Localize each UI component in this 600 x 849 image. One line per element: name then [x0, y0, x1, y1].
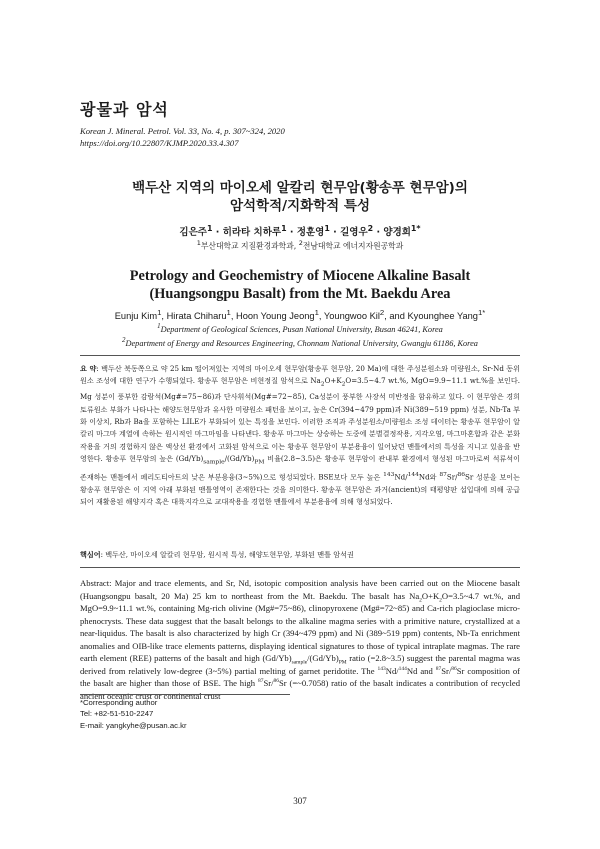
abstract-text: Sr/	[441, 665, 452, 676]
subscript: 2	[341, 381, 346, 388]
journal-meta	[80, 126, 285, 149]
korean-title-line-2: 암석학적/지화학적 특성	[229, 198, 371, 214]
author-affiliation-marker: 1	[206, 224, 213, 233]
affiliation-text: 부산대학교 지질환경과학과	[200, 241, 294, 251]
affiliation-text: Department of Energy and Resources Engineering, Chonnam National University, Gwangju 61186, Korea	[125, 339, 478, 349]
author-name: Eunju Kim	[114, 311, 158, 322]
korean-title-line-1: 백두산 지역의 마이오세 알칼리 현무암(황송푸 현무암)의	[132, 180, 468, 196]
english-affiliations	[40, 321, 560, 350]
affiliation-marker: 1	[157, 323, 161, 330]
abstract-text: 비율(2.8~3.5)은 황송푸 현무암이 관내부 환경에서 형성된 마그마로써 석류석이 존재하는 맨틀에서 페리도티아트의 낮은 부분용융(3~5%)으로 형성되었다. BSE보다 모두 높은	[80, 454, 520, 482]
english-title	[60, 268, 540, 303]
superscript: 87	[439, 472, 447, 479]
abstract-text: /(Gd/Yb)	[224, 454, 255, 464]
section-divider	[80, 567, 520, 568]
author-affiliation-marker: 1	[281, 224, 287, 233]
author-name: Hirata Chiharu	[166, 311, 227, 322]
abstract-text: Sr/	[446, 472, 458, 482]
author-affiliation-marker: 1	[226, 308, 231, 317]
journal-title: 광물과 암석	[80, 100, 169, 119]
section-divider	[80, 355, 520, 356]
korean-affiliations: $^1$부산대학교 지질환경과학과, $^2$전남대학교 에너지자원공학과	[196, 239, 404, 251]
abstract-text: O=3.5~4.7 wt.%, and MgO=9.9~11.1 wt.%, containing Mg-rich olivine (Mg#=75~86), clinopyroxene (Mg#=72~85) and Ca-rich plagioclase micro-phenocrysts. These data suggest that the basalt belongs to the alkaline magma series with a primitive nature, crystallized at a near-liquidus. The basalt is also characterized by high Cr (394~479 ppm) and Ni (389~519 ppm) contents, Nb-Ta enrichment anomalies and OIB-like trace elements patterns, displaying identical signatures to those of typical intraplate magmas. The rare earth element (REE) patterns of the basalt and high (Gd/Yb)	[80, 590, 520, 663]
abstract-text: /(Gd/Yb)	[307, 653, 339, 663]
affiliation-marker: 1	[196, 239, 201, 247]
author-name: Kyounghee Yang	[407, 311, 478, 322]
affiliation-marker: 2	[298, 239, 303, 247]
keywords-label: 핵심어	[80, 550, 101, 559]
author-name: Hoon Young Jeong	[236, 311, 315, 322]
subscript: sample	[291, 659, 308, 666]
korean-abstract-label: 요 약	[80, 364, 97, 373]
abstract-text: : 백두산 북동쪽으로 약 25 km 떨어져있는 지역의 마이오세 현무암(황송푸 현무암, 20 Ma)에 대한 주성분원소와 미량원소, Sr-Nd 동위원소 조성에 대한 연구가 수행되었다. 황송푸 현무암은 비현정질 암석으로 Na	[80, 364, 520, 386]
keywords-text: : 백두산, 마이오세 알칼리 현무암, 원시적 특성, 해양도현무암, 부화된 맨틀 암석권	[100, 550, 354, 559]
citation-line: Korean J. Mineral. Petrol. Vol. 33, No. 4, p. 307~324, 2020	[80, 126, 285, 136]
author-name: 길영우	[340, 227, 368, 239]
abstract-text: Sr composition of the basalt are higher than those of BSE. The high	[80, 665, 520, 688]
abstract-text: Major and trace elements, and Sr, Nd, isotopic composition analysis have been carried out on the Miocene basalt (Huangsongpu basalt, 20 Ma) 25 km to northeast from the Mt. Baekdu. The basalt has Na	[80, 578, 520, 601]
telephone: Tel: +82-51-510-2247	[80, 709, 154, 719]
author-name: 양경희	[383, 227, 411, 239]
author-affiliation-marker: 1	[324, 224, 330, 233]
english-author-list: Eunju Kim$^1$, Hirata Chiharu$^1$, Hoon Young Jeong$^1$, Youngwoo Kil$^2$, and Kyounghee Yang$^{1*}$	[114, 308, 486, 322]
korean-title	[60, 179, 540, 215]
abstract-text: ratio (=2.8~3.5) suggest the parental magma was derived from relatively low-degree (3~5%) partial melting of garnet peridotite. The	[80, 653, 521, 676]
author-affiliation-marker: 1	[157, 308, 162, 317]
corresponding-author-footnote	[80, 697, 187, 731]
superscript: 86	[451, 665, 457, 672]
corresponding-author-label: *Corresponding author	[80, 698, 158, 707]
superscript: 86	[457, 472, 465, 479]
author-name: 정훈영	[296, 227, 325, 239]
email[interactable]: E-mail: yangkyhe@pusan.ac.kr	[80, 720, 187, 730]
abstract-text: Nd와	[418, 472, 440, 482]
subscript: PM	[254, 459, 265, 466]
author-affiliation-marker: 2	[367, 224, 374, 233]
affiliation-marker: 2	[122, 337, 126, 345]
affiliation-line	[40, 321, 560, 335]
superscript: 143	[377, 665, 386, 672]
abstract-text: Nd/	[394, 472, 408, 482]
english-abstract	[80, 577, 520, 702]
abstract-text: O+K	[324, 376, 342, 386]
subscript: 2	[419, 597, 422, 604]
author-affiliation-marker: 2	[379, 308, 385, 317]
abstract-text: Sr (=~0.7058) ratio of the basalt indicates a contribution of recycled ancient oceanic crust or continental crust	[80, 678, 520, 701]
abstract-text: Sr 성분을 보이는 황송푸 현무암은 이 지역 아래 부화된 맨틀영역이 존재한다는 것을 의미한다. 황송푸 현무암은 과거(ancient)의 태평양판 섭입대에 의해 공급되어 재활용된 해양지각 혹은 대륙지각으로 교대작용을 경험한 맨틀에서 부분용융에 의해 형성되었다.	[80, 472, 521, 507]
abstract-text: O+K	[421, 590, 440, 601]
subscript: sample	[203, 459, 225, 466]
author-name: 히라타 치하루	[222, 227, 282, 239]
footnote-divider	[80, 694, 290, 695]
korean-abstract	[80, 363, 520, 509]
superscript: 87	[257, 678, 264, 685]
english-title-line-1: Petrology and Geochemistry of Miocene Alkaline Basalt	[129, 268, 471, 284]
abstract-text: Nd and	[406, 665, 436, 676]
superscript: 144	[407, 472, 419, 479]
abstract-text: Sr/	[263, 678, 274, 688]
affiliation-line	[40, 335, 560, 349]
superscript: 86	[273, 678, 279, 685]
affiliation-text: 전남대학교 에너지자원공학과	[302, 241, 404, 251]
abstract-text: Nd/	[385, 665, 399, 676]
superscript: 144	[398, 665, 407, 672]
author-affiliation-marker: 1	[314, 308, 319, 317]
subscript: 2	[439, 597, 442, 604]
korean-author-list: 김은주$^1$ · 히라타 치하루$^1$ · 정훈영$^1$ · 길영우$^2$ · 양경희$^{1*}$	[179, 224, 421, 239]
author-affiliation-marker: 1*	[477, 308, 486, 317]
affiliation-text: Department of Geological Sciences, Pusan National University, Busan 46241, Korea	[160, 324, 443, 334]
author-name: 김은주	[179, 227, 207, 239]
abstract-text: O=3.5~4.7 wt.%, MgO=9.9~11.1 wt.%을 보인다. Mg 성분이 풍부한 감람석(Mg#=75~86)과 단사휘석(Mg#=72~85), Ca성분이 풍부한 사장석 미반정을 함유하고 있다. 이 현무암은 경희토류원소 부화가 나타나는 해양도현무암과 유사한 미량원소 패턴을 보이고, 높은 Cr(394~479 ppm)과 Ni(389~519 ppm) 성분, Nb-Ta 부화 이상치, Rb과 Ba을 포함하는 LILE가 부화되어 있는 특징을 보인다. 이러한 조직과 주성분원소/미량원소 조성 데이터는 황송푸 현무암이 알칼리 마그마 계열에 속하는 원시적인 마그마임을 나타낸다. 황송푸 마그마는 상승하는 도중에 분별결정작용, 지각오염, 마그마혼합과 같은 분화작용을 거의 경험하지 않은 액상선 환경에서 고화된 암석으로 이는 황송푸 현무암이 부분용융이 일어났던 맨틀에서의 특성을 지니고 있음을 반영한다. 황송푸 현무암의 높은 (Gd/Yb)	[80, 376, 521, 464]
english-title-line-2: (Huangsongpu Basalt) from the Mt. Baekdu Area	[149, 285, 451, 302]
subscript: 2	[320, 381, 325, 388]
superscript: 143	[383, 472, 395, 479]
page-number: 307	[293, 796, 307, 806]
korean-keywords	[80, 550, 520, 560]
superscript: 87	[435, 665, 442, 672]
author-name: Youngwoo Kil	[323, 311, 380, 322]
author-affiliation-marker: 1*	[410, 224, 421, 233]
subscript: PM	[338, 659, 347, 666]
doi-link[interactable]: https://doi.org/10.22807/KJMP.2020.33.4.307	[80, 137, 239, 148]
english-abstract-label: Abstract:	[80, 578, 112, 588]
